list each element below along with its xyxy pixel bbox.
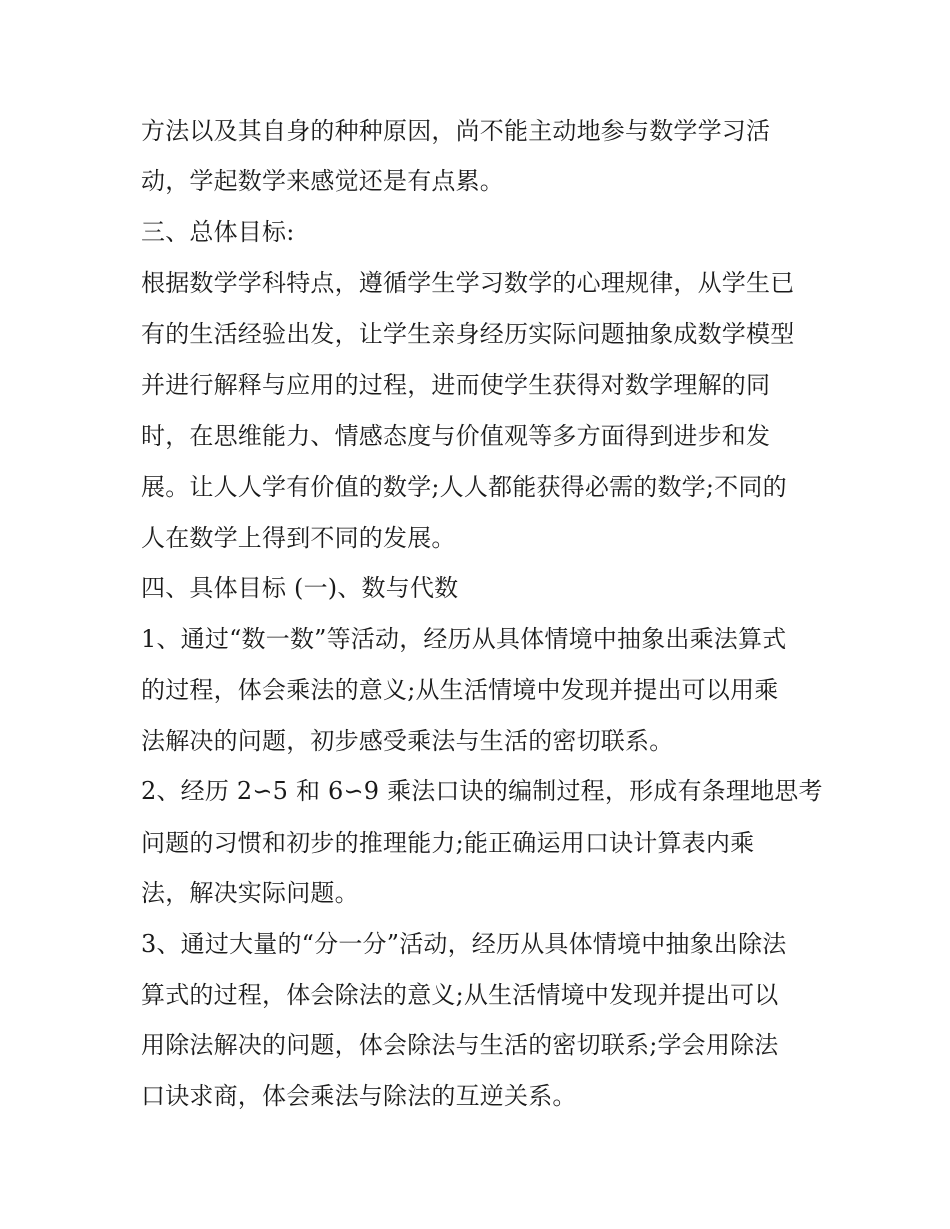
text-line: 2、经历 2∽5 和 6∽9 乘法口诀的编制过程，形成有条理地思考 xyxy=(141,777,823,805)
text-line: 并进行解释与应用的过程，进而使学生获得对数学理解的同 xyxy=(141,371,771,399)
text-line: 动，学起数学来感觉还是有点累。 xyxy=(141,167,504,195)
text-line: 1、通过“数一数”等活动，经历从具体情境中抽象出乘法算式 xyxy=(141,625,787,653)
text-line: 的过程，体会乘法的意义;从生活情境中发现并提出可以用乘 xyxy=(141,676,779,704)
text-line: 口诀求商，体会乘法与除法的互逆关系。 xyxy=(141,1082,577,1110)
text-line: 用除法解决的问题，体会除法与生活的密切联系;学会用除法 xyxy=(141,1031,779,1059)
text-line: 法，解决实际问题。 xyxy=(141,879,359,907)
text-line: 时，在思维能力、情感态度与价值观等多方面得到进步和发 xyxy=(141,422,771,450)
section-heading: 四、具体目标 (一)、数与代数 xyxy=(141,574,459,602)
text-line: 方法以及其自身的种种原因，尚不能主动地参与数学学习活 xyxy=(141,117,771,145)
text-line: 算式的过程，体会除法的意义;从生活情境中发现并提出可以 xyxy=(141,981,779,1009)
text-line: 法解决的问题，初步感受乘法与生活的密切联系。 xyxy=(141,727,674,755)
text-line: 根据数学学科特点，遵循学生学习数学的心理规律，从学生已 xyxy=(141,269,795,297)
text-line: 展。让人人学有价值的数学;人人都能获得必需的数学;不同的 xyxy=(141,473,787,501)
text-line: 问题的习惯和初步的推理能力;能正确运用口诀计算表内乘 xyxy=(141,829,755,857)
section-heading: 三、总体目标: xyxy=(141,218,295,246)
text-line: 3、通过大量的“分一分”活动，经历从具体情境中抽象出除法 xyxy=(141,930,787,958)
text-line: 人在数学上得到不同的发展。 xyxy=(141,524,456,552)
text-line: 有的生活经验出发，让学生亲身经历实际问题抽象成数学模型 xyxy=(141,320,795,348)
